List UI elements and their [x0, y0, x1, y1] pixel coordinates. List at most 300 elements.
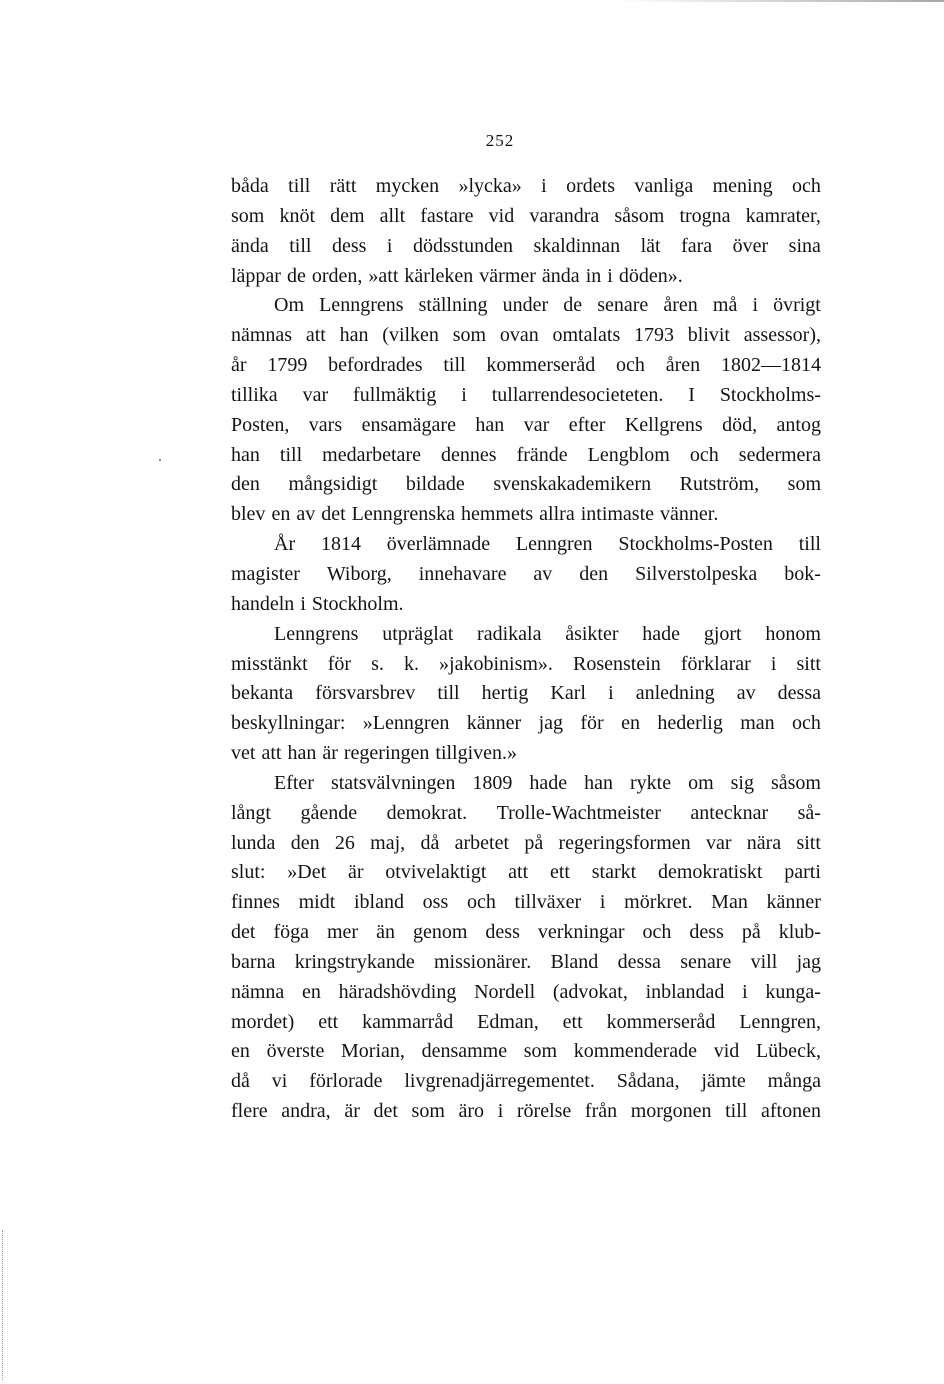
word: är	[322, 742, 338, 765]
word: Trolle-Wachtmeister	[496, 801, 661, 824]
text-line	[231, 1067, 821, 1097]
word: »lycka»	[458, 175, 522, 197]
text-line	[231, 650, 821, 680]
word: senare	[680, 950, 732, 973]
word: s.	[371, 652, 384, 675]
word: Stockholms-Posten	[618, 533, 773, 556]
word: inblandad	[645, 980, 725, 1003]
word: Lenngren	[515, 533, 593, 556]
word: de	[286, 264, 306, 287]
text-line	[231, 351, 821, 381]
word: av	[736, 682, 756, 705]
word: fara	[681, 234, 713, 257]
word: densamme	[421, 1040, 508, 1063]
word: båda	[231, 175, 269, 197]
word: statsvälvningen	[330, 771, 456, 794]
word: svenskakademikern	[493, 473, 652, 496]
word: morgonen	[630, 1100, 712, 1123]
word: Karl	[550, 682, 586, 705]
word: 1793	[634, 324, 674, 347]
word: regeringsformen	[558, 831, 691, 854]
text-line	[231, 381, 821, 411]
word: en	[621, 712, 640, 735]
word: År	[274, 533, 296, 556]
word: han	[287, 742, 317, 765]
word: Efter	[274, 771, 314, 794]
word: till	[437, 682, 460, 705]
word: finnes	[231, 891, 280, 914]
word: jag	[796, 950, 821, 973]
word: Lenngrens	[319, 294, 404, 317]
word: dennes	[441, 443, 497, 466]
scan-edge-marks	[2, 1230, 4, 1380]
word: dess	[689, 921, 724, 944]
body-text	[231, 172, 821, 1127]
word: många	[767, 1070, 821, 1093]
word: om	[688, 771, 714, 794]
word: till	[725, 1100, 748, 1123]
word: fullmäktig	[353, 383, 437, 406]
text-line	[231, 978, 821, 1008]
word: vi	[271, 1070, 288, 1093]
word: det	[231, 921, 256, 944]
word: i	[541, 175, 547, 197]
word: otvivelaktigt	[385, 861, 487, 884]
word: ett	[318, 1010, 339, 1033]
word: Nordell	[474, 980, 536, 1003]
word: kommerseråd	[486, 354, 596, 377]
word: rätt	[329, 175, 357, 197]
word: Lengblom	[587, 443, 670, 466]
word: som	[231, 204, 265, 227]
word: känner	[466, 712, 522, 735]
word: demokratiskt	[658, 861, 763, 884]
word: innehavare	[418, 562, 507, 585]
word: demokrat.	[386, 801, 468, 824]
word: i	[752, 294, 758, 317]
word: i	[742, 980, 748, 1003]
text-line	[231, 918, 821, 948]
word: slut:	[231, 861, 266, 884]
word: mening	[712, 175, 773, 197]
word: barna	[231, 950, 276, 973]
text-line	[231, 769, 821, 799]
word: han	[339, 324, 369, 347]
word: försvarsbrev	[315, 682, 416, 705]
text-line	[231, 620, 821, 650]
word: Om	[274, 294, 304, 317]
word: genom	[412, 921, 468, 944]
word: orden,	[311, 264, 363, 287]
word: allra	[539, 503, 575, 526]
word: bok-	[784, 562, 821, 585]
text-line	[231, 679, 821, 709]
word: livgrenadjärregementet.	[404, 1070, 595, 1093]
word: att	[305, 324, 326, 347]
word: missionärer.	[434, 950, 532, 973]
word: I	[688, 383, 695, 406]
word: dess	[331, 234, 367, 257]
word: utpräglat	[382, 622, 454, 645]
word: överste	[266, 1040, 325, 1063]
word: radikala	[477, 622, 542, 645]
word: för	[580, 712, 604, 735]
word: i	[607, 264, 613, 287]
word: han	[231, 443, 260, 466]
word: »Lenngren	[362, 712, 450, 735]
word: frände	[516, 443, 568, 466]
word: aftonen	[760, 1100, 821, 1123]
word: dessa	[617, 950, 661, 973]
word: i	[770, 652, 777, 675]
word: hemmets	[460, 503, 534, 526]
word: trogna	[679, 204, 731, 227]
word: intimaste	[580, 503, 655, 526]
word: känner	[766, 891, 821, 914]
word: till	[279, 443, 303, 466]
word: antecknar	[690, 801, 769, 824]
word: dess	[485, 921, 520, 944]
text-line	[231, 858, 821, 888]
word: Lübeck,	[755, 1040, 821, 1063]
word: för	[327, 652, 352, 675]
word: en	[302, 980, 321, 1003]
word: regeringen	[343, 742, 430, 765]
word: Posten,	[231, 413, 290, 436]
word: Rutström,	[679, 473, 760, 496]
word: förklarar	[680, 652, 751, 675]
word: man	[740, 712, 775, 735]
word: Stockholm.	[311, 592, 404, 615]
word: äro	[458, 1100, 485, 1123]
word: verkningar	[537, 921, 625, 944]
word: dem	[330, 204, 365, 227]
word: sitt	[796, 652, 821, 675]
word: rörelse	[516, 1100, 572, 1123]
word: sedermera	[738, 443, 821, 466]
word: ett	[562, 1010, 583, 1033]
text-line	[231, 202, 821, 232]
word: läppar	[231, 264, 281, 287]
word: föga	[273, 921, 309, 944]
text-line	[231, 530, 821, 560]
word: Man	[711, 891, 748, 914]
word: klub-	[778, 921, 821, 944]
word: bekanta	[231, 682, 294, 705]
word: Sådana,	[616, 1070, 680, 1093]
word: Lenngrens	[274, 622, 359, 645]
word: i	[300, 592, 306, 615]
word: hertig	[481, 682, 529, 705]
text-line	[231, 829, 821, 859]
word: ensamägare	[361, 413, 456, 436]
word: fastare	[420, 204, 474, 227]
word: i	[461, 383, 467, 406]
word: sitt	[796, 831, 821, 854]
word: det	[373, 1100, 398, 1123]
word: Kellgrens	[624, 413, 703, 436]
word: på	[741, 921, 761, 944]
word: den	[579, 562, 609, 585]
word: (vilken	[382, 324, 439, 347]
word: är	[347, 861, 364, 884]
word: befordrades	[328, 354, 423, 377]
word: och	[642, 921, 672, 944]
word: kamrater,	[745, 204, 821, 227]
word: den	[290, 831, 320, 854]
word: Wiborg,	[326, 562, 392, 585]
word: antog	[776, 413, 821, 436]
word: knöt	[279, 204, 315, 227]
word: Rosenstein	[573, 652, 661, 675]
word: döden».	[618, 264, 683, 287]
word: vid	[488, 204, 515, 227]
word: en	[231, 1040, 250, 1063]
word: hade	[529, 771, 568, 794]
word: var	[705, 831, 732, 854]
word: blev	[231, 503, 266, 526]
word: sina	[788, 234, 821, 257]
word: 1799	[267, 354, 308, 377]
word: kunga-	[765, 980, 821, 1003]
text-line	[231, 739, 821, 769]
word: till	[798, 533, 821, 556]
word: kommenderade	[573, 1040, 698, 1063]
word: övrigt	[773, 294, 821, 317]
top-edge-rule	[614, 0, 944, 2]
word: han	[584, 771, 614, 794]
word: 26	[334, 831, 355, 854]
word: Edman,	[477, 1010, 539, 1033]
word: ordets	[566, 175, 615, 197]
text-line	[231, 470, 821, 500]
word: i	[386, 234, 393, 257]
word: handeln	[231, 592, 295, 615]
text-line	[231, 590, 821, 620]
word: jag	[538, 712, 564, 735]
word: blivit	[687, 324, 730, 347]
word: senare	[597, 294, 649, 317]
word: och	[689, 443, 719, 466]
word: då	[420, 831, 440, 854]
word: från	[584, 1100, 618, 1123]
word: ända	[231, 234, 269, 257]
text-line	[231, 441, 821, 471]
text-line	[231, 232, 821, 262]
word: till	[288, 175, 311, 197]
word: och	[791, 175, 821, 197]
word: k.	[403, 652, 419, 675]
word: och	[792, 712, 821, 735]
word: gjort	[703, 622, 742, 645]
word: är	[344, 1100, 360, 1123]
word: till	[443, 354, 466, 377]
word: (advokat,	[552, 980, 628, 1003]
word: må	[712, 294, 738, 317]
word: ett	[549, 861, 570, 884]
word: omtalats	[552, 324, 621, 347]
word: rykte	[630, 771, 672, 794]
word: förlorade	[309, 1070, 383, 1093]
text-line	[231, 291, 821, 321]
word: mörkret.	[624, 891, 693, 914]
word: ända	[541, 264, 580, 287]
word: långt	[231, 801, 271, 824]
word: överlämnade	[386, 533, 491, 556]
text-line	[231, 948, 821, 978]
word: och	[466, 891, 496, 914]
word: vid	[713, 1040, 740, 1063]
word: beskyllningar:	[231, 712, 346, 735]
word: misstänkt	[231, 652, 308, 675]
word: Morian,	[341, 1040, 405, 1063]
word: mordet)	[231, 1010, 295, 1033]
word: medarbetare	[322, 443, 421, 466]
word: Lenngrenska	[351, 503, 455, 526]
word: i	[608, 682, 614, 705]
word: starkt	[591, 861, 637, 884]
word: åren	[663, 294, 698, 317]
word: nämnas	[231, 324, 293, 347]
word: nära	[746, 831, 782, 854]
word: allt	[379, 204, 406, 227]
text-line	[231, 262, 821, 292]
word: att	[261, 742, 282, 765]
word: att	[508, 861, 529, 884]
word: honom	[765, 622, 821, 645]
word: »att	[368, 264, 399, 287]
word: kommerseråd	[606, 1010, 716, 1033]
word: Stockholms-	[719, 383, 821, 406]
word: den	[231, 473, 260, 496]
word: över	[732, 234, 769, 257]
text-line	[231, 411, 821, 441]
word: varandra	[529, 204, 600, 227]
word: »Det	[287, 861, 327, 884]
word: kammarråd	[362, 1010, 454, 1033]
word: Lenngren,	[739, 1010, 821, 1033]
word: maj,	[370, 831, 406, 854]
word: av	[533, 562, 553, 585]
word: magister	[231, 562, 300, 585]
word: efter	[568, 413, 606, 436]
word: gående	[300, 801, 358, 824]
word: vet	[231, 742, 256, 765]
word: jämte	[701, 1070, 746, 1093]
word: dödsstunden	[412, 234, 513, 257]
text-line	[231, 799, 821, 829]
word: nämna	[231, 980, 285, 1003]
word: så-	[797, 801, 821, 824]
word: andra,	[281, 1100, 331, 1123]
word: år	[231, 354, 247, 377]
word: såsom	[770, 771, 821, 794]
word: som	[452, 324, 487, 347]
word: på	[524, 831, 544, 854]
word: flere	[231, 1100, 268, 1123]
word: än	[376, 921, 395, 944]
word: bildade	[405, 473, 465, 496]
word: ställning	[418, 294, 488, 317]
word: vänner.	[660, 503, 719, 526]
word: ibland	[353, 891, 404, 914]
word: dessa	[777, 682, 821, 705]
text-line	[231, 1037, 821, 1067]
word: då	[231, 1070, 250, 1093]
word: och	[616, 354, 645, 377]
word: han	[475, 413, 505, 436]
word: tillgiven.»	[435, 742, 518, 765]
word: de	[563, 294, 583, 317]
word: värmer	[479, 264, 536, 287]
word: till	[289, 234, 312, 257]
word: hade	[642, 622, 681, 645]
word: tillväxer	[514, 891, 582, 914]
word: vars	[308, 413, 343, 436]
word: lät	[640, 234, 661, 257]
word: arbetet	[454, 831, 510, 854]
word: anledning	[635, 682, 715, 705]
word: oss	[422, 891, 449, 914]
word: mycken	[375, 175, 440, 197]
word: ovan	[499, 324, 539, 347]
word: som	[523, 1040, 558, 1063]
text-line	[231, 500, 821, 530]
word: in	[585, 264, 602, 287]
word: under	[502, 294, 549, 317]
word: mångsidigt	[288, 473, 378, 496]
word: vanliga	[634, 175, 694, 197]
word: skaldinnan	[533, 234, 621, 257]
text-line	[231, 172, 821, 202]
word: vill	[750, 950, 778, 973]
scan-speck	[159, 459, 161, 461]
word: åren	[665, 354, 701, 377]
word: 1802—1814	[720, 354, 821, 377]
word: i	[599, 891, 606, 914]
word: tullarrendesocieteten.	[491, 383, 664, 406]
word: lunda	[231, 831, 276, 854]
word: det	[321, 503, 346, 526]
word: kärleken	[404, 264, 474, 287]
word: hederlig	[657, 712, 723, 735]
word: häradshövding	[338, 980, 457, 1003]
text-line	[231, 1008, 821, 1038]
word: åsikter	[565, 622, 619, 645]
text-line	[231, 888, 821, 918]
word: sig	[730, 771, 754, 794]
word: i	[497, 1100, 504, 1123]
word: av	[296, 503, 316, 526]
word: midt	[298, 891, 336, 914]
word: parti	[784, 861, 821, 884]
text-line	[231, 321, 821, 351]
word: 1809	[472, 771, 513, 794]
word: tillika	[231, 383, 278, 406]
word: assessor),	[743, 324, 821, 347]
word: »jakobinism».	[439, 652, 553, 675]
page-number: 252	[485, 131, 515, 150]
word: Bland	[550, 950, 599, 973]
text-line	[231, 709, 821, 739]
word: var	[302, 383, 329, 406]
word: såsom	[614, 204, 665, 227]
word: kringstrykande	[294, 950, 415, 973]
word: Silverstolpeska	[635, 562, 758, 585]
word: 1814	[320, 533, 361, 556]
word: död,	[722, 413, 758, 436]
word: mer	[326, 921, 359, 944]
